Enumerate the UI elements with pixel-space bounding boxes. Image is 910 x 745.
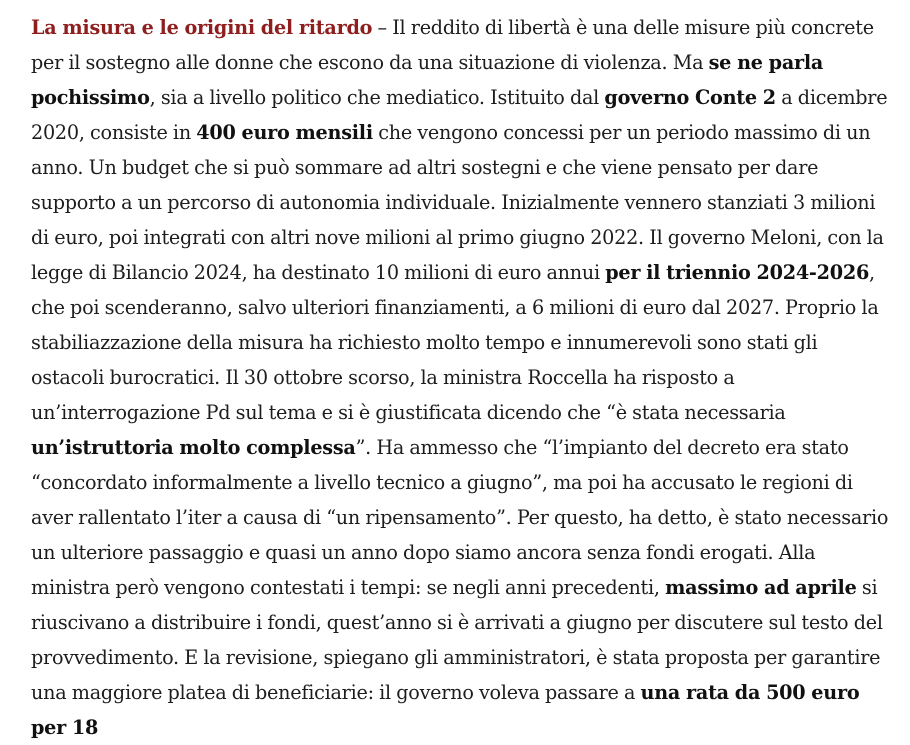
bold-segment: se ne parla pochissimo [31, 51, 824, 109]
text-segment: , che poi scenderanno, salvo ulteriori finanziamenti, a 6 milioni di euro dal 2027. Proprio la stabiliazzazione della misura ha richiesto molto tempo e innumerevoli sono stati gli ostacoli burocratici. Il 30 ottobre scorso, la ministra Roccella ha risposto a un’interrogazione Pd sul tema e si è giustificata dicendo che “è stata necessaria [31, 261, 879, 424]
bold-segment: governo Conte 2 [604, 86, 776, 109]
bold-segment: un’istruttoria molto complessa [31, 436, 356, 459]
text-segment: si riuscivano a distribuire i fondi, quest’anno si è arrivati a giugno per discutere sul testo del provvedimento. E la revisione, spiegano gli amministratori, è stata proposta per garantire una maggiore platea di beneficiarie: il governo voleva passare a [31, 576, 883, 704]
article-body [31, 10, 893, 745]
bold-segment: per il triennio 2024-2026 [605, 261, 870, 284]
bold-segment: una rata da 500 euro per 18 [31, 681, 860, 739]
bold-segment: massimo ad aprile [665, 576, 857, 599]
bold-segment: 400 euro mensili [196, 121, 373, 144]
section-lead-heading: La misura e le origini del ritardo [31, 16, 373, 39]
article-paragraph [31, 10, 893, 745]
text-segment: , sia a livello politico che mediatico. Istituito dal [149, 86, 605, 109]
text-segment: – Il reddito di libertà è una delle misure più concrete per il sostegno alle donne che escono da una situazione di violenza. Ma [31, 16, 874, 74]
text-segment: ”. Ha ammesso che “l’impianto del decreto era stato “concordato informalmente a livello tecnico a giugno”, ma poi ha accusato le regioni di aver rallentato l’iter a causa di “un ripensamento”. Per questo, ha detto, è stato necessario un ulteriore passaggio e quasi un anno dopo siamo ancora senza fondi erogati. Alla ministra però vengono contestati i tempi: se negli anni precedenti, [31, 436, 889, 599]
text-segment: a dicembre 2020, consiste in [31, 86, 888, 144]
text-segment: che vengono concessi per un periodo massimo di un anno. Un budget che si può sommare ad altri sostegni e che viene pensato per dare supporto a un percorso di autonomia individuale. Inizialmente vennero stanziati 3 milioni di euro, poi integrati con altri nove milioni al primo giugno 2022. Il governo Meloni, con la legge di Bilancio 2024, ha destinato 10 milioni di euro annui [31, 121, 884, 284]
